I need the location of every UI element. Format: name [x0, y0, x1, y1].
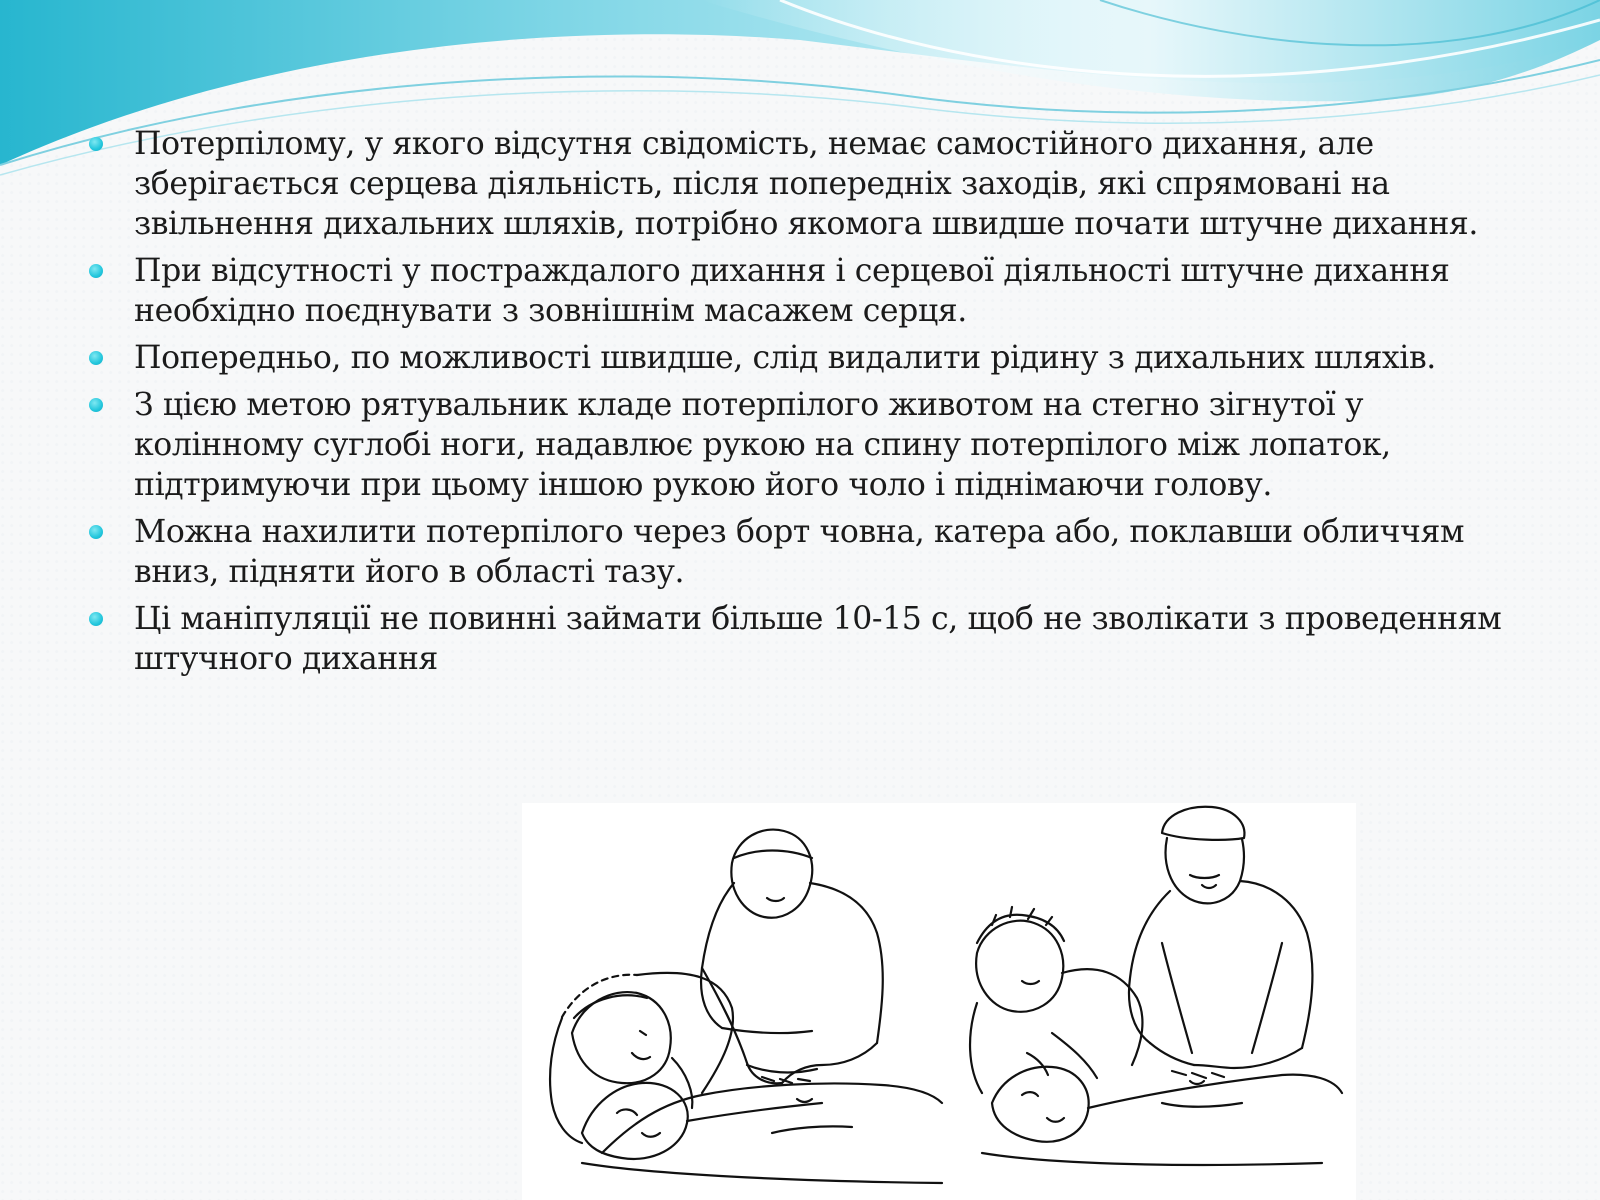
bullet-item — [88, 385, 1508, 505]
bullet-text: Ці маніпуляції не повинні займати більше 10-15 с, щоб не зволікати з проведенням штучного дихання — [134, 601, 1502, 677]
bullet-item — [88, 338, 1508, 378]
bullet-dot-icon — [89, 398, 103, 412]
slide-content — [88, 124, 1508, 686]
left-patient-drawing — [582, 1083, 942, 1183]
right-patient-drawing — [982, 1067, 1342, 1165]
bullet-item — [88, 251, 1508, 331]
right-helper-drawing — [970, 907, 1142, 1093]
bullet-text: Потерпілому, у якого відсутня свідомість, немає самостійного дихання, але зберігається серцева діяльність, після попередніх заходів, які спрямовані на звільнення дихальних шляхів, потрібно якомога швидше почати штучне дихання. — [134, 126, 1479, 242]
bullet-text: При відсутності у постраждалого дихання і серцевої діяльності штучне дихання необхідно поєднувати з зовнішнім масажем серця. — [134, 253, 1450, 329]
bullet-dot-icon — [89, 264, 103, 278]
bullet-dot-icon — [89, 612, 103, 626]
bullet-text: Можна нахилити потерпілого через борт човна, катера або, поклавши обличчям вниз, підняти його в області тазу. — [134, 514, 1465, 590]
bullet-text: Попередньо, по можливості швидше, слід видалити рідину з дихальних шляхів. — [134, 340, 1436, 376]
right-compressor-drawing — [1129, 807, 1312, 1078]
bullet-text: З цією метою рятувальник кладе потерпілого животом на стегно зігнутої у колінному суглобі ноги, надавлює рукою на спину потерпілого між лопаток, підтримуючи при цьому іншою рукою його чоло і піднімаючи голову. — [134, 387, 1391, 503]
bullet-dot-icon — [89, 525, 103, 539]
bullet-list — [88, 124, 1508, 679]
bullet-item — [88, 599, 1508, 679]
cpr-illustration — [522, 803, 1356, 1200]
bullet-item — [88, 512, 1508, 592]
bullet-dot-icon — [89, 137, 103, 151]
bullet-dot-icon — [89, 351, 103, 365]
cpr-illustration-icon — [522, 803, 1356, 1200]
bullet-item — [88, 124, 1508, 244]
